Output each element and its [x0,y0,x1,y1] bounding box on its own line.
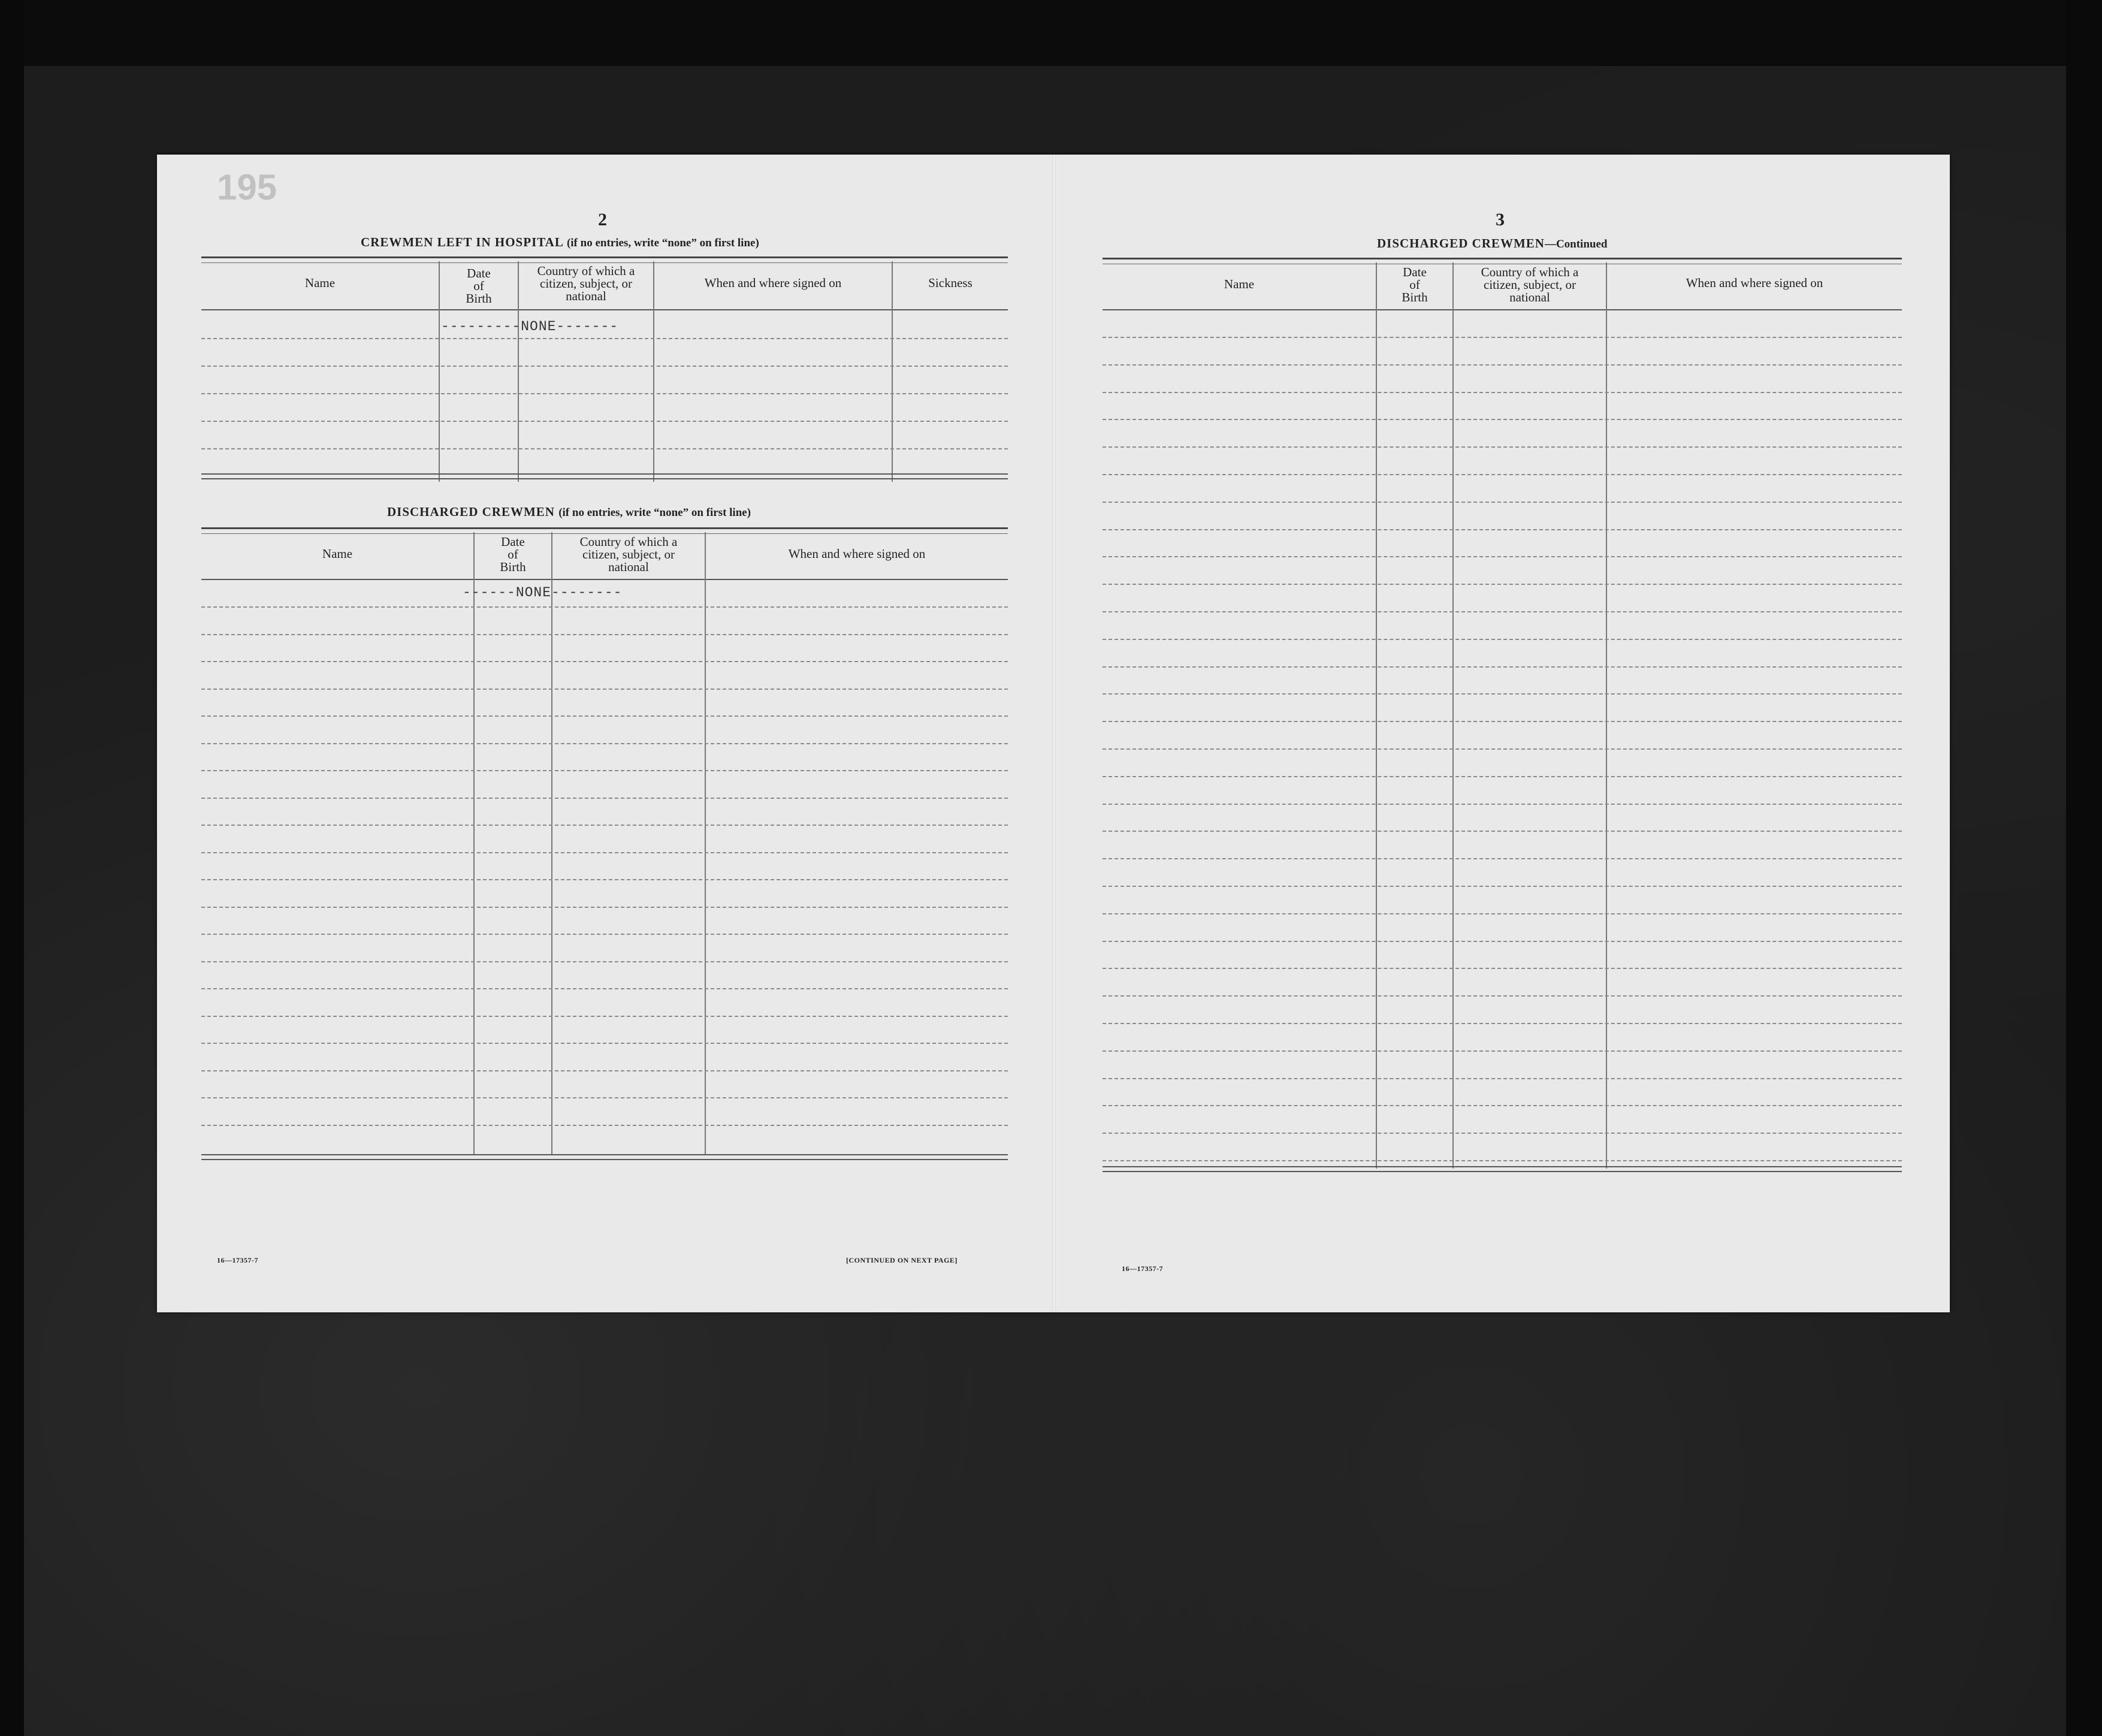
col-country-header: Country of which a citizen, subject, or national [579,535,678,574]
continued-note: [CONTINUED ON NEXT PAGE] [846,1256,958,1264]
table-top-rule [201,256,1008,263]
entry-line [1103,748,1902,750]
entry-line [1103,556,1902,557]
column-divider [473,532,475,1155]
entry-line [201,689,1008,690]
entry-line [201,1043,1008,1044]
entry-line [201,366,1008,367]
entry-line [1103,529,1902,530]
entry-line [201,879,1008,880]
scan-border-left [0,0,24,1736]
entry-line [201,907,1008,908]
entry-line [201,661,1008,662]
entry-line [1103,639,1902,640]
entry-line [201,448,1008,449]
col-sickness-header: Sickness [928,276,973,290]
page-number-3: 3 [1496,210,1505,230]
header-bottom-line [201,579,1008,580]
col-name-header: Name [322,547,353,561]
entry-line [1103,364,1902,366]
scan-border-top [0,0,2102,66]
faint-stamp-number: 195 [217,167,277,207]
entry-line [1103,474,1902,475]
header-bottom-line [1103,309,1902,310]
entry-line [201,1070,1008,1071]
entry-line [1103,1078,1902,1079]
discharged-instruction: (if no entries, write “none” on first line) [558,506,751,519]
entry-line [1103,693,1902,695]
entry-line [1103,776,1902,777]
col-country-header: Country of which a citizen, subject, or national [1481,265,1579,304]
entry-line [201,743,1008,744]
col-signed-on-header: When and where signed on [788,547,926,561]
col-dob-header: Date of Birth [500,535,526,574]
col-dob-header: Date of Birth [466,266,492,306]
entry-line [201,1125,1008,1126]
entry-line [1103,995,1902,997]
entry-line [1103,666,1902,668]
entry-line [1103,419,1902,420]
left-page [157,155,1052,1312]
header-bottom-line [201,309,1008,310]
col-name-header: Name [1224,277,1255,291]
right-discharged-table [1103,258,1902,1175]
col-country-header: Country of which a citizen, subject, or national [537,264,635,303]
discharged-none-entry: ------NONE-------- [463,585,623,600]
hospital-title-text: CREWMEN LEFT IN HOSPITAL [361,235,563,249]
entry-line [201,825,1008,826]
entry-line [1103,831,1902,832]
entry-line [1103,968,1902,969]
entry-line [1103,1050,1902,1052]
entry-line [1103,611,1902,612]
entry-line [201,1097,1008,1098]
table-bottom-rule [1103,1166,1902,1172]
hospital-instruction: (if no entries, write “none” on first line) [566,237,759,249]
table-bottom-rule [201,1154,1008,1160]
column-divider [1376,262,1377,1169]
table-bottom-rule [201,473,1008,479]
entry-line [1103,1105,1902,1106]
entry-line [201,770,1008,771]
entry-line [1103,392,1902,393]
right-page [1056,155,1950,1312]
entry-line [201,634,1008,635]
entry-line [1103,804,1902,805]
entry-line [1103,886,1902,887]
discharged-section-title [387,505,751,520]
right-section-title [1377,236,1607,251]
entry-line [1103,721,1902,722]
form-number: 16—17357-7 [1122,1264,1163,1273]
col-signed-on-header: When and where signed on [1686,276,1823,290]
right-title-text: DISCHARGED CREWMEN [1377,236,1545,250]
hospital-section-title [361,235,759,250]
document-sheet [157,155,1950,1312]
scan-border-right [2066,0,2102,1736]
entry-line [201,934,1008,935]
column-divider [551,532,552,1155]
entry-line [201,421,1008,422]
col-name-header: Name [304,276,336,290]
right-title-suffix: —Continued [1544,238,1608,250]
col-signed-on-header: When and where signed on [704,276,842,290]
entry-line [201,961,1008,962]
column-divider [1606,262,1607,1169]
discharged-table [201,527,1008,1163]
entry-line [201,393,1008,394]
page-number-2: 2 [598,210,607,230]
hospital-table [201,256,1008,484]
entry-line [201,338,1008,339]
entry-line [1103,446,1902,448]
discharged-title-text: DISCHARGED CREWMEN [387,505,555,519]
entry-line [1103,858,1902,859]
entry-line [201,988,1008,989]
entry-line [201,606,1008,608]
entry-line [1103,1133,1902,1134]
entry-line [1103,502,1902,503]
entry-line [201,1016,1008,1017]
entry-line [201,715,1008,717]
entry-line [1103,913,1902,914]
entry-line [201,798,1008,799]
entry-line [1103,337,1902,338]
entry-line [1103,1023,1902,1024]
entry-line [1103,584,1902,585]
entry-line [1103,1160,1902,1161]
entry-line [1103,941,1902,942]
column-divider [705,532,706,1155]
entry-line [201,852,1008,853]
form-number: 16—17357-7 [217,1256,258,1264]
table-top-rule [201,527,1008,534]
col-dob-header: Date of Birth [1402,265,1428,304]
hospital-none-entry: ---------NONE------- [441,319,619,334]
table-top-rule [1103,258,1902,264]
column-divider [1452,262,1454,1169]
